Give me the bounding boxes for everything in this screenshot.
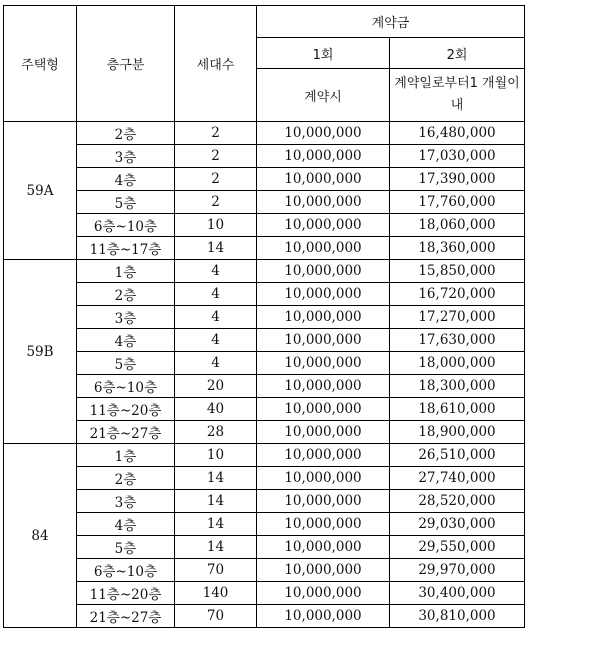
second-payment-cell: 17,390,000 [390,168,525,191]
table-row [4,513,525,536]
second-payment-cell: 30,400,000 [390,582,525,605]
floor-range-cell: 4층 [77,168,175,191]
header-first-timing: 계약시 [257,69,390,122]
table-row [4,122,525,145]
header-second-timing: 계약일로부터1 개월이내 [390,69,525,122]
header-floor-range: 층구분 [77,6,175,122]
table-row [4,191,525,214]
header-unit-count: 세대수 [175,6,257,122]
second-payment-cell: 18,360,000 [390,237,525,260]
unit-count-cell: 14 [175,490,257,513]
first-payment-cell: 10,000,000 [257,260,390,283]
floor-range-cell: 11층~20층 [77,582,175,605]
floor-range-cell: 21층~27층 [77,605,175,628]
housing-type-cell: 59B [4,260,77,444]
floor-range-cell: 5층 [77,352,175,375]
floor-range-cell: 3층 [77,306,175,329]
first-payment-cell: 10,000,000 [257,559,390,582]
first-payment-cell: 10,000,000 [257,513,390,536]
header-deposit: 계약금 [257,6,525,38]
second-payment-cell: 29,970,000 [390,559,525,582]
unit-count-cell: 2 [175,168,257,191]
header-first-installment: 1회 [257,38,390,69]
second-payment-cell: 27,740,000 [390,467,525,490]
table-row [4,306,525,329]
first-payment-cell: 10,000,000 [257,536,390,559]
payment-schedule-container [3,5,525,628]
unit-count-cell: 4 [175,329,257,352]
floor-range-cell: 6층~10층 [77,559,175,582]
unit-count-cell: 40 [175,398,257,421]
floor-range-cell: 2층 [77,283,175,306]
header-housing-type: 주택형 [4,6,77,122]
table-row [4,490,525,513]
table-row [4,283,525,306]
floor-range-cell: 11층~17층 [77,237,175,260]
table-row [4,375,525,398]
floor-range-cell: 1층 [77,444,175,467]
first-payment-cell: 10,000,000 [257,283,390,306]
second-payment-cell: 28,520,000 [390,490,525,513]
table-row [4,260,525,283]
unit-count-cell: 4 [175,352,257,375]
unit-count-cell: 14 [175,467,257,490]
second-payment-cell: 29,550,000 [390,536,525,559]
first-payment-cell: 10,000,000 [257,145,390,168]
second-payment-cell: 29,030,000 [390,513,525,536]
table-row [4,582,525,605]
table-row [4,559,525,582]
first-payment-cell: 10,000,000 [257,398,390,421]
first-payment-cell: 10,000,000 [257,214,390,237]
unit-count-cell: 70 [175,605,257,628]
first-payment-cell: 10,000,000 [257,329,390,352]
first-payment-cell: 10,000,000 [257,582,390,605]
first-payment-cell: 10,000,000 [257,122,390,145]
floor-range-cell: 3층 [77,490,175,513]
unit-count-cell: 10 [175,444,257,467]
first-payment-cell: 10,000,000 [257,237,390,260]
second-payment-cell: 17,760,000 [390,191,525,214]
first-payment-cell: 10,000,000 [257,444,390,467]
table-row [4,421,525,444]
unit-count-cell: 14 [175,513,257,536]
second-payment-cell: 30,810,000 [390,605,525,628]
second-payment-cell: 17,030,000 [390,145,525,168]
unit-count-cell: 2 [175,122,257,145]
second-payment-cell: 17,270,000 [390,306,525,329]
payment-schedule-table [3,5,525,628]
unit-count-cell: 10 [175,214,257,237]
first-payment-cell: 10,000,000 [257,306,390,329]
first-payment-cell: 10,000,000 [257,605,390,628]
unit-count-cell: 2 [175,145,257,168]
second-payment-cell: 16,480,000 [390,122,525,145]
second-payment-cell: 18,900,000 [390,421,525,444]
first-payment-cell: 10,000,000 [257,375,390,398]
first-payment-cell: 10,000,000 [257,191,390,214]
table-row [4,444,525,467]
unit-count-cell: 4 [175,306,257,329]
second-payment-cell: 26,510,000 [390,444,525,467]
unit-count-cell: 2 [175,191,257,214]
table-row [4,536,525,559]
floor-range-cell: 11층~20층 [77,398,175,421]
table-row [4,145,525,168]
first-payment-cell: 10,000,000 [257,421,390,444]
floor-range-cell: 2층 [77,467,175,490]
table-row [4,237,525,260]
header-row-1 [4,6,525,38]
unit-count-cell: 4 [175,260,257,283]
floor-range-cell: 5층 [77,191,175,214]
floor-range-cell: 4층 [77,513,175,536]
floor-range-cell: 1층 [77,260,175,283]
table-row [4,214,525,237]
first-payment-cell: 10,000,000 [257,490,390,513]
floor-range-cell: 6층~10층 [77,214,175,237]
unit-count-cell: 4 [175,283,257,306]
table-row [4,467,525,490]
floor-range-cell: 3층 [77,145,175,168]
second-payment-cell: 17,630,000 [390,329,525,352]
second-payment-cell: 15,850,000 [390,260,525,283]
first-payment-cell: 10,000,000 [257,467,390,490]
floor-range-cell: 5층 [77,536,175,559]
second-payment-cell: 16,720,000 [390,283,525,306]
floor-range-cell: 21층~27층 [77,421,175,444]
second-payment-cell: 18,610,000 [390,398,525,421]
table-row [4,352,525,375]
table-row [4,168,525,191]
second-payment-cell: 18,060,000 [390,214,525,237]
floor-range-cell: 6층~10층 [77,375,175,398]
first-payment-cell: 10,000,000 [257,352,390,375]
second-payment-cell: 18,300,000 [390,375,525,398]
table-row [4,605,525,628]
unit-count-cell: 20 [175,375,257,398]
second-payment-cell: 18,000,000 [390,352,525,375]
table-row [4,329,525,352]
first-payment-cell: 10,000,000 [257,168,390,191]
unit-count-cell: 28 [175,421,257,444]
header-second-installment: 2회 [390,38,525,69]
unit-count-cell: 14 [175,237,257,260]
housing-type-cell: 59A [4,122,77,260]
floor-range-cell: 4층 [77,329,175,352]
unit-count-cell: 140 [175,582,257,605]
table-body [4,122,525,628]
table-row [4,398,525,421]
unit-count-cell: 70 [175,559,257,582]
table-header [4,6,525,122]
unit-count-cell: 14 [175,536,257,559]
housing-type-cell: 84 [4,444,77,628]
floor-range-cell: 2층 [77,122,175,145]
